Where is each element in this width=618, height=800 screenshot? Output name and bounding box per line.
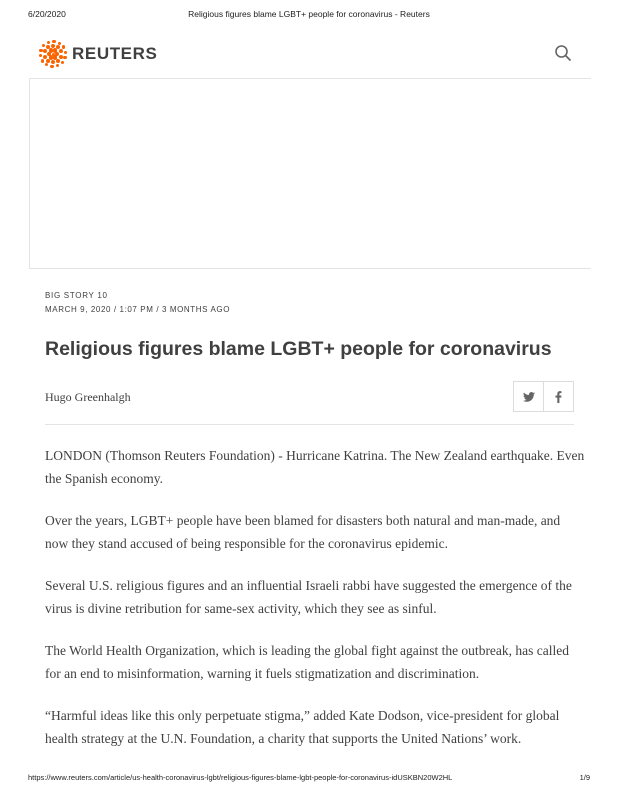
print-header [28,9,590,21]
byline-row [45,381,574,425]
article-kicker[interactable]: BIG STORY 10 [45,291,108,300]
article-paragraph: Over the years, LGBT+ people have been blamed for disasters both natural and man-made, and now they stand accused of being responsible for the coronavirus epidemic. [45,513,561,551]
article-paragraph: Several U.S. religious figures and an influential Israeli rabbi have suggested the emergence of the virus is divine retribution for same-sex activity, which they see as sinful. [45,578,572,616]
article-paragraph: “Harmful ideas like this only perpetuate stigma,” added Kate Dodson, vice-president for global health strategy at the U.N. Foundation, a charity that supports the United Nations’ work. [45,708,560,746]
article-headline: Religious figures blame LGBT+ people for coronavirus [45,338,552,360]
article-dateline: MARCH 9, 2020 / 1:07 PM / 3 MONTHS AGO [45,305,231,314]
article-paragraph: The World Health Organization, which is leading the global fight against the outbreak, has called for an end to misinformation, warning it fuels stigmatization and discrimination. [45,643,570,681]
page-number: 1/9 [579,773,590,782]
print-url: https://www.reuters.com/article/us-health-coronavirus-lgbt/religious-figures-blame-lgbt-people-for-coronavirus-idUSKBN20W2HL [28,773,453,782]
twitter-icon [523,392,535,402]
author-link[interactable]: Hugo Greenhalgh [45,390,131,404]
facebook-share-button[interactable] [544,381,574,412]
article-body [45,445,585,770]
masthead [28,36,590,76]
article-paragraph: LONDON (Thomson Reuters Foundation) - Hurricane Katrina. The New Zealand earthquake. Even the Spanish economy. [45,448,585,486]
brand-name: REUTERS [72,44,158,63]
search-icon[interactable] [554,44,572,62]
print-date: 6/20/2020 [28,9,66,19]
facebook-icon [555,391,562,403]
twitter-share-button[interactable] [513,381,544,412]
print-title: Religious figures blame LGBT+ people for coronavirus - Reuters [188,9,430,19]
ad-placeholder [29,78,591,269]
share-buttons [513,381,574,412]
reuters-logo-icon [39,40,67,68]
reuters-logo[interactable] [39,40,157,68]
